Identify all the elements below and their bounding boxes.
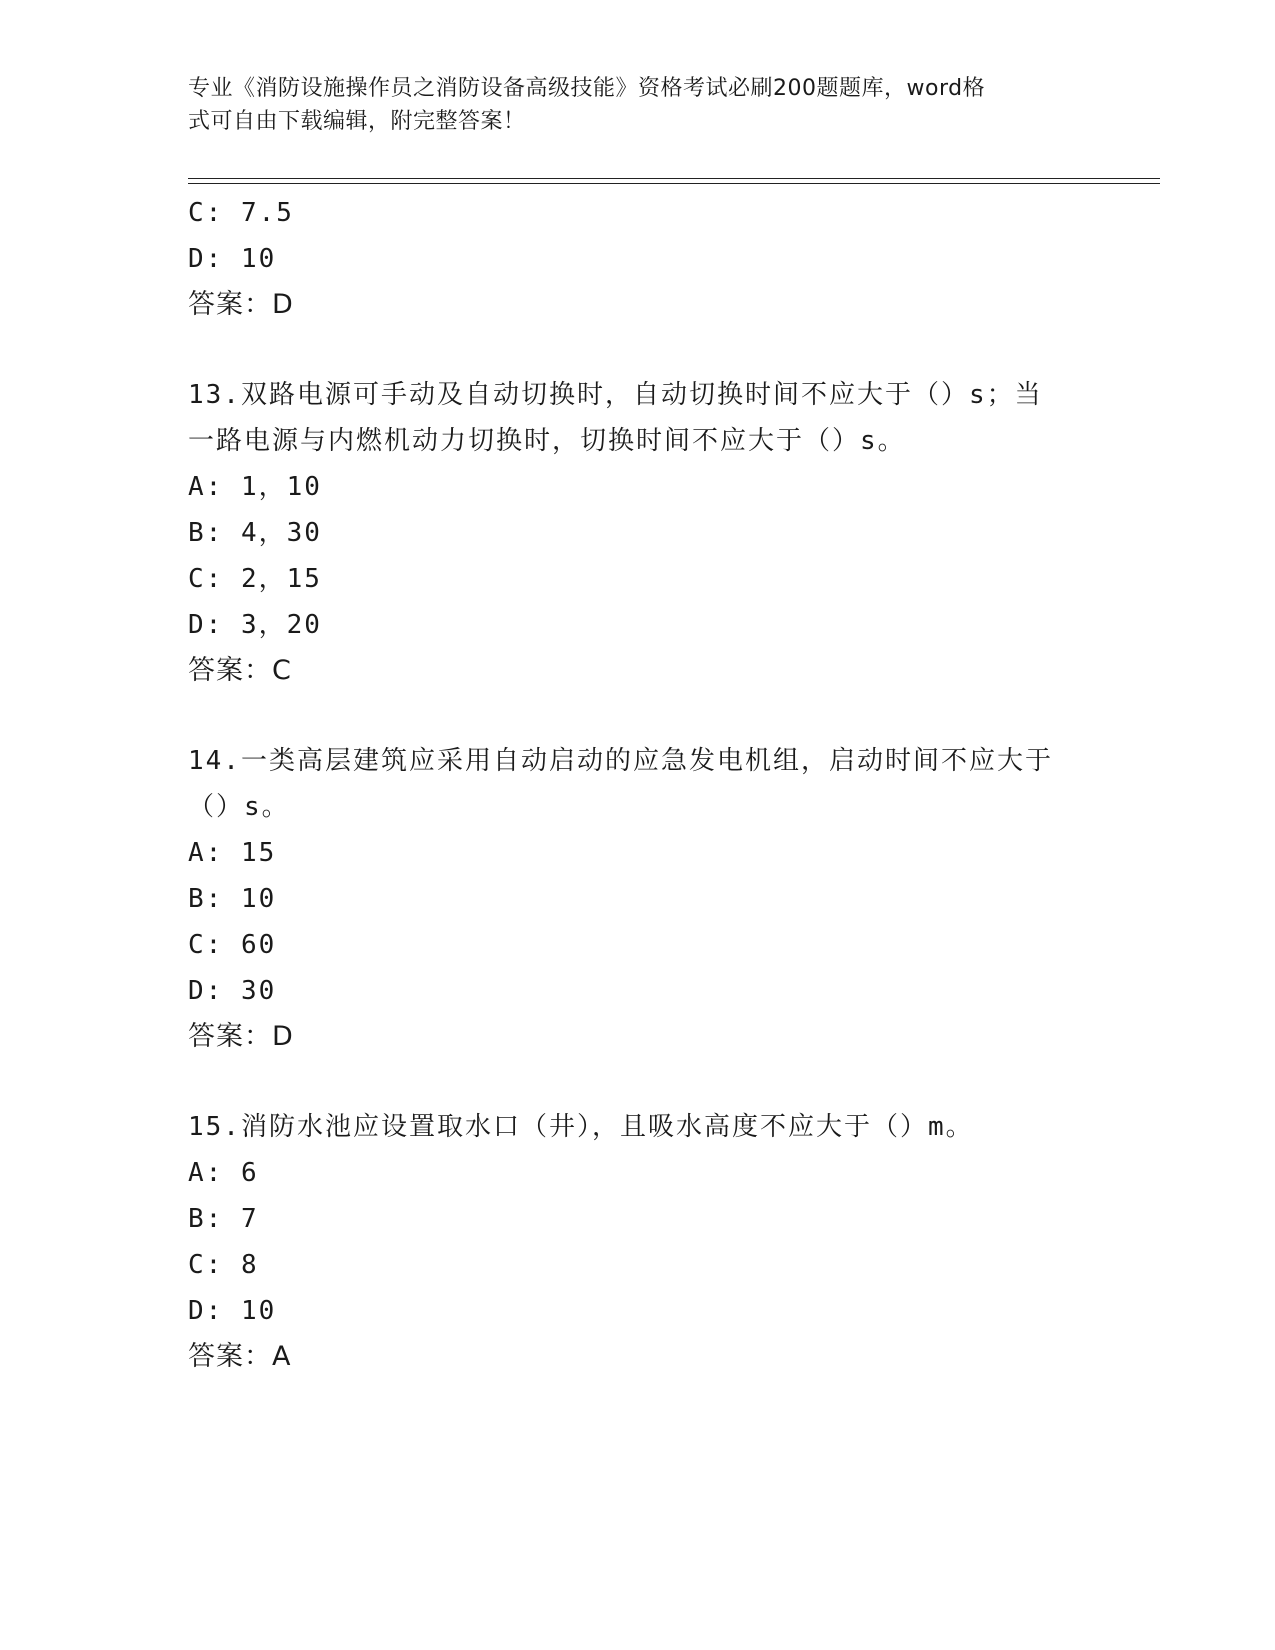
option-c: C: 2，15 [188,564,322,594]
question-14 [188,738,1088,1060]
option-d: D: 3，20 [188,610,322,640]
partial-question-12 [188,190,1088,328]
question-15 [188,1104,1088,1380]
answer-line: 答案：D [188,289,294,320]
document-header [188,72,1088,138]
option-a: A: 6 [188,1158,259,1188]
question-stem: 14.一类高层建筑应采用自动启动的应急发电机组，启动时间不应大于 [188,746,1053,776]
question-stem-continued: （）s。 [188,792,290,822]
option-a: A: 1，10 [188,472,322,502]
question-stem: 13.双路电源可手动及自动切换时，自动切换时间不应大于（）s；当 [188,380,1043,410]
answer-line: 答案：A [188,1341,292,1372]
option-b: B: 4，30 [188,518,322,548]
option-a: A: 15 [188,838,277,868]
option-c: C: 8 [188,1250,259,1280]
option-b: B: 10 [188,884,277,914]
question-stem: 15.消防水池应设置取水口（井），且吸水高度不应大于（）m。 [188,1112,974,1142]
header-line-1: 专业《消防设施操作员之消防设备高级技能》资格考试必刷200题题库，word格 [188,76,986,101]
option-c: C: 7.5 [188,198,294,228]
answer-line: 答案：D [188,1021,294,1052]
option-c: C: 60 [188,930,277,960]
question-stem-continued: 一路电源与内燃机动力切换时，切换时间不应大于（）s。 [188,426,906,456]
option-b: B: 7 [188,1204,259,1234]
question-list [188,190,1088,1380]
question-13 [188,372,1088,694]
option-d: D: 10 [188,244,277,274]
header-double-rule [188,178,1160,184]
option-d: D: 30 [188,976,277,1006]
option-d: D: 10 [188,1296,277,1326]
header-line-2: 式可自由下载编辑，附完整答案！ [188,109,526,134]
answer-line: 答案：C [188,655,292,686]
